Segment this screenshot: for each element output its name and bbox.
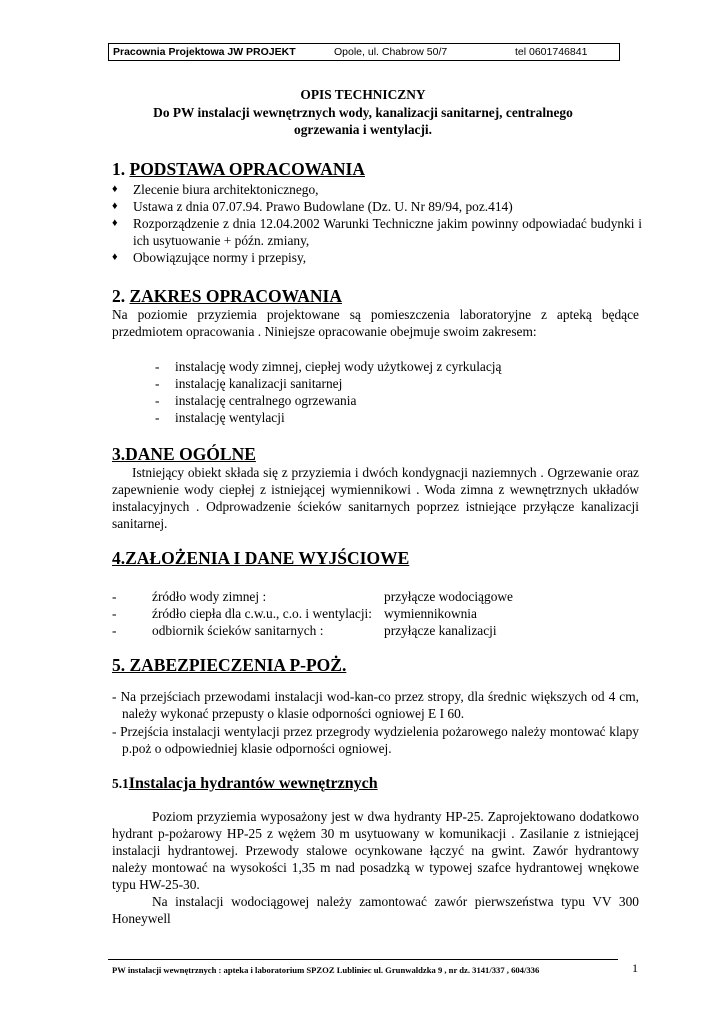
bullet-icon: ♦ xyxy=(112,200,118,212)
page-header xyxy=(108,43,620,61)
row-label: odbiornik ścieków sanitarnych : xyxy=(152,623,324,638)
section-5-1-para-2: Na instalacji wodociągowej należy zamontować zawór pierwszeństwa typu VV 300 Honeywell xyxy=(112,894,639,926)
list-item: ♦ Zlecenie biura architektonicznego, xyxy=(112,182,319,197)
table-row: - źródło wody zimnej : przyłącze wodociągowe xyxy=(112,589,514,604)
header-tel: tel 0601746841 xyxy=(515,46,588,58)
section-5-1-title: Instalacja hydrantów wewnętrznych xyxy=(128,775,378,792)
section-3-heading xyxy=(112,444,256,464)
section-3-text: Istniejący obiekt składa się z przyziemia i dwóch kondygnacji naziemnych . Ogrzewanie oraz zapewnienie wody ciepłej z istniejącej wymiennikowi . Woda zimna z wewnętrznych układów instalacyjnych . Odprowadzenie ścieków sanitarnych poprzez istniejące przyłącze kanalizacji sanitarnej. xyxy=(112,465,639,531)
bullet-icon: ♦ xyxy=(112,251,118,263)
list-item: - instalację kanalizacji sanitarnej xyxy=(155,376,343,391)
section-5-heading xyxy=(112,655,346,675)
section-5-title: 5. ZABEZPIECZENIA P-POŻ. xyxy=(112,655,347,675)
section-1-number: 1. xyxy=(112,159,130,179)
section-2-heading xyxy=(112,286,342,306)
page-number: 1 xyxy=(632,961,638,975)
list-item: - instalację centralnego ogrzewania xyxy=(155,393,357,408)
footer-divider xyxy=(108,959,618,960)
doc-subtitle-line2: ogrzewania i wentylacji. xyxy=(294,122,432,137)
row-value: przyłącze wodociągowe xyxy=(384,589,514,604)
table-row: - odbiornik ścieków sanitarnych : przyłącze kanalizacji xyxy=(112,623,497,638)
list-item: - instalację wody zimnej, ciepłej wody użytkowej z cyrkulacją xyxy=(155,359,502,374)
section-1-title: PODSTAWA OPRACOWANIA xyxy=(129,159,365,179)
list-item: ♦ Ustawa z dnia 07.07.94. Prawo Budowlane (Dz. U. Nr 89/94, poz.414) xyxy=(112,199,513,214)
row-label: źródło ciepła dla c.w.u., c.o. i wentylacji: xyxy=(152,606,372,621)
section-5-1-para-1: Poziom przyziemia wyposażony jest w dwa hydranty HP-25. Zaprojektowano dodatkowo hydrant p-pożarowy HP-25 z wężem 30 m usytuowany w komunikacji . Zasilanie z istniejącej instalacji hydrantowej. Przewody stalowe ocynkowane łączyć na gwint. Zawór hydrantowy należy montować na wysokości 1,35 m nad posadzką w typowej szafce hydrantowej wnękowe typu HW-25-30. xyxy=(112,809,639,892)
row-value: wymiennikownia xyxy=(384,606,477,621)
section-2-list xyxy=(155,358,501,426)
section-4-heading xyxy=(112,548,409,568)
doc-subtitle-line1: Do PW instalacji wewnętrznych wody, kanalizacji sanitarnej, centralnego xyxy=(153,105,573,120)
header-address: Opole, ul. Chabrow 50/7 xyxy=(334,46,448,58)
section-1-list xyxy=(112,181,642,266)
row-value: przyłącze kanalizacji xyxy=(384,623,497,638)
section-2-title: ZAKRES OPRACOWANIA xyxy=(129,286,342,306)
section-5-1-number: 5.1 xyxy=(112,776,129,791)
header-company: Pracownia Projektowa JW PROJEKT xyxy=(113,46,296,58)
section-5-item-1: - Na przejściach przewodami instalacji wod-kan-co przez stropy, dla średnic większych od 4 cm, należy wykonać przepusty o klasie odporności ogniowej E I 60. xyxy=(112,689,639,721)
doc-title: OPIS TECHNICZNY xyxy=(300,87,426,102)
section-2-text: Na poziomie przyziemia projektowane są pomieszczenia laboratoryjne z apteką będące przedmiotem opracowania . Niniejsze opracowanie obejmuje swoim zakresem: xyxy=(112,307,639,339)
section-2-number: 2. xyxy=(112,286,130,306)
list-item: ♦ Rozporządzenie z dnia 12.04.2002 Warunki Techniczne jakim powinny odpowiadać budynki i ich usytuowanie + późn. zmiany, xyxy=(112,216,642,248)
bullet-icon: ♦ xyxy=(112,217,118,229)
bullet-icon: ♦ xyxy=(112,183,118,195)
section-3-title: 3.DANE OGÓLNE xyxy=(112,444,256,464)
section-4-title: 4.ZAŁOŻENIA I DANE WYJŚCIOWE xyxy=(112,548,410,568)
row-label: źródło wody zimnej : xyxy=(152,589,267,604)
page-footer: PW instalacji wewnętrznych : apteka i laboratorium SPZOZ Lubliniec ul. Grunwaldzka 9 , nr dz. 3141/337 , 604/336 xyxy=(112,965,540,975)
section-5-1-heading xyxy=(112,775,378,792)
list-item: - instalację wentylacji xyxy=(155,410,285,425)
section-5-item-2: - Przejścia instalacji wentylacji przez przegrody wydzielenia pożarowego należy montować klapy p.poż o odpowiedniej klasie odporności ogniowej. xyxy=(112,724,639,756)
table-row: - źródło ciepła dla c.w.u., c.o. i wentylacji: wymiennikownia xyxy=(112,606,477,621)
section-1-heading xyxy=(112,159,365,179)
list-item: ♦ Obowiązujące normy i przepisy, xyxy=(112,250,307,265)
